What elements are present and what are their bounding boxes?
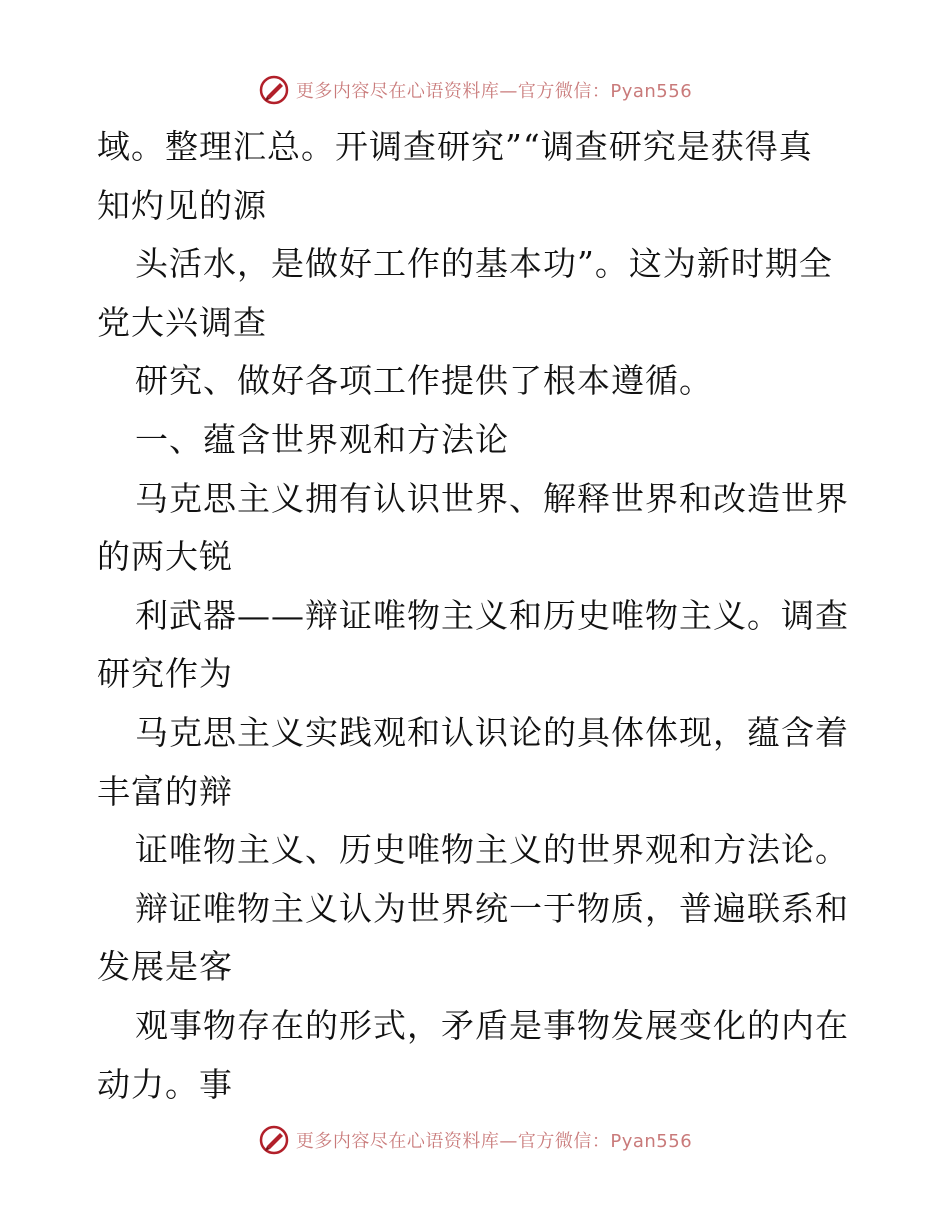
text-line: 动力。事 [97,1064,233,1104]
text-line: 观事物存在的形式，矛盾是事物发展变化的内在 [135,1005,849,1045]
text-line: 证唯物主义、历史唯物主义的世界观和方法论。 [135,830,849,870]
document-body [97,118,857,1114]
text-line: 发展是客 [97,947,233,987]
text-line: 域。整理汇总。开调查研究”“调查研究是获得真 [97,127,813,166]
library-logo-icon [258,74,290,106]
library-logo-icon [258,1124,290,1156]
text-line: 马克思主义实践观和认识论的具体体现，蕴含着 [135,712,849,752]
header-watermark-text: 更多内容尽在心语资料库—官方微信：Pyan556 [295,81,693,102]
text-line: 利武器——辩证唯物主义和历史唯物主义。调查 [135,595,849,635]
text-line: 的两大锐 [97,537,233,577]
text-line: 研究、做好各项工作提供了根本遵循。 [135,361,713,401]
header-watermark [0,70,950,110]
text-line: 知灼见的源 [97,185,267,225]
text-line: 辩证唯物主义认为世界统一于物质，普遍联系和 [135,888,849,928]
footer-watermark-text: 更多内容尽在心语资料库—官方微信：Pyan556 [295,1131,693,1152]
text-line: 党大兴调查 [97,302,267,342]
text-line: 马克思主义拥有认识世界、解释世界和改造世界 [135,478,849,518]
text-line: 头活水，是做好工作的基本功”。这为新时期全 [135,244,833,284]
text-line: 丰富的辩 [97,771,233,811]
text-line: 研究作为 [97,654,233,694]
text-line: 一、蕴含世界观和方法论 [135,419,509,459]
footer-watermark [0,1120,950,1160]
